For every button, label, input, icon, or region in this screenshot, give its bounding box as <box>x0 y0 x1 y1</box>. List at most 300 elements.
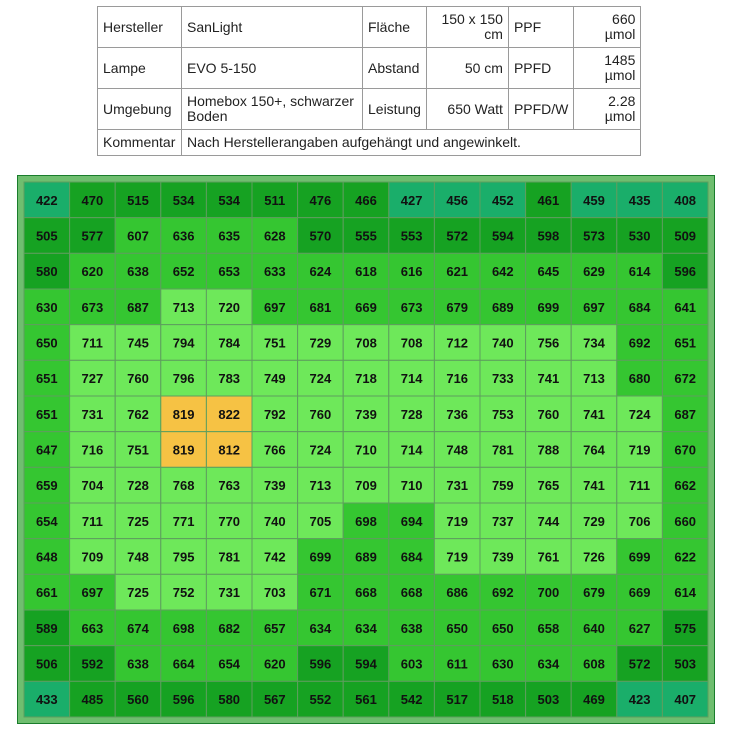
heatmap-cell <box>617 325 663 361</box>
heatmap-cell-value: 638 <box>127 264 149 280</box>
heatmap-cell-value: 634 <box>537 656 560 672</box>
info-row <box>98 7 641 48</box>
heatmap-cell-value: 687 <box>674 406 697 422</box>
heatmap-cell-value: 741 <box>537 371 560 387</box>
heatmap-cell-value: 739 <box>355 406 377 422</box>
heatmap-svg <box>18 176 714 723</box>
heatmap-cell-value: 713 <box>172 299 195 315</box>
heatmap-cell <box>389 289 435 325</box>
heatmap-cell-value: 697 <box>263 299 286 315</box>
heatmap-cell-value: 650 <box>491 620 514 636</box>
heatmap-cell <box>571 610 617 646</box>
heatmap-cell-value: 689 <box>491 299 514 315</box>
heatmap-cell-value: 633 <box>263 264 286 280</box>
heatmap-cell-value: 671 <box>309 585 332 601</box>
heatmap-cell <box>70 646 116 682</box>
heatmap-cell <box>617 574 663 610</box>
heatmap-cell <box>662 253 708 289</box>
heatmap-cell <box>115 467 161 503</box>
heatmap-cell-value: 673 <box>400 299 423 315</box>
heatmap-cell <box>70 396 116 432</box>
heatmap-cell-value: 640 <box>583 620 605 636</box>
heatmap-cell <box>389 646 435 682</box>
heatmap-cell <box>161 182 207 218</box>
heatmap-cell-value: 651 <box>35 371 58 387</box>
heatmap-cell-value: 679 <box>583 585 605 601</box>
heatmap-cell <box>480 467 526 503</box>
heatmap-cell <box>70 325 116 361</box>
heatmap-cell-value: 638 <box>400 620 423 636</box>
heatmap-cell <box>571 325 617 361</box>
heatmap-cell <box>662 681 708 717</box>
heatmap-cell <box>480 432 526 468</box>
heatmap-cell-value: 608 <box>583 656 605 672</box>
heatmap-cell-value: 572 <box>628 656 651 672</box>
heatmap-cell-value: 636 <box>172 228 195 244</box>
heatmap-cell-value: 795 <box>172 549 195 565</box>
heatmap-cell <box>161 289 207 325</box>
heatmap-cell-value: 515 <box>127 192 149 208</box>
info-row-comment <box>98 130 641 156</box>
heatmap-cell-value: 763 <box>218 478 241 494</box>
heatmap-cell-value: 699 <box>628 549 651 565</box>
heatmap-cell-value: 748 <box>127 549 149 565</box>
heatmap-cell <box>434 289 480 325</box>
heatmap-cell-value: 461 <box>537 192 560 208</box>
heatmap-cell <box>662 218 708 254</box>
heatmap-cell-value: 741 <box>583 478 605 494</box>
heatmap-cell <box>389 360 435 396</box>
heatmap-cell-value: 509 <box>674 228 697 244</box>
heatmap-cell <box>343 574 389 610</box>
heatmap-cell-value: 627 <box>628 620 651 636</box>
heatmap-cell <box>70 253 116 289</box>
heatmap-cell <box>343 218 389 254</box>
heatmap-cell-value: 642 <box>491 264 514 280</box>
heatmap-cell <box>389 325 435 361</box>
comment-text: Nach Herstellerangaben aufgehängt und angewinkelt. <box>182 130 641 156</box>
heatmap-cell <box>298 467 344 503</box>
heatmap-cell-value: 740 <box>491 335 514 351</box>
heatmap-cell-value: 575 <box>674 620 697 636</box>
heatmap-cell <box>526 646 572 682</box>
heatmap-cell-value: 692 <box>491 585 514 601</box>
heatmap-cell-value: 783 <box>218 371 241 387</box>
heatmap-cell-value: 624 <box>309 264 332 280</box>
heatmap-cell <box>389 539 435 575</box>
heatmap-cell-value: 822 <box>218 406 241 422</box>
heatmap-cell <box>480 218 526 254</box>
heatmap-cell-value: 657 <box>263 620 286 636</box>
heatmap-cell <box>480 360 526 396</box>
heatmap-cell <box>252 574 298 610</box>
heatmap-cell <box>526 432 572 468</box>
heatmap-cell-value: 781 <box>218 549 241 565</box>
heatmap-cell-value: 788 <box>537 442 560 458</box>
heatmap-cell <box>24 396 70 432</box>
info-cell-label: PPFD <box>508 48 573 89</box>
heatmap-cell-value: 753 <box>491 406 514 422</box>
info-cell-label: Leistung <box>363 89 427 130</box>
heatmap-cell-value: 714 <box>400 442 423 458</box>
heatmap-cell-value: 726 <box>583 549 605 565</box>
info-cell-value: Homebox 150+, schwarzer Boden <box>182 89 363 130</box>
heatmap-cell-value: 567 <box>263 692 286 708</box>
heatmap-cell-value: 706 <box>628 513 651 529</box>
heatmap-cell-value: 456 <box>446 192 469 208</box>
heatmap-cell <box>571 432 617 468</box>
heatmap-cell <box>389 218 435 254</box>
info-cell-value: SanLight <box>182 7 363 48</box>
heatmap-cell <box>617 396 663 432</box>
heatmap-cell-value: 710 <box>400 478 423 494</box>
heatmap-cell-value: 700 <box>537 585 560 601</box>
heatmap-cell-value: 407 <box>674 692 697 708</box>
heatmap-cell <box>480 646 526 682</box>
heatmap-cell <box>252 325 298 361</box>
heatmap-cell <box>161 218 207 254</box>
heatmap-cell-value: 697 <box>81 585 104 601</box>
heatmap-cell-value: 751 <box>263 335 286 351</box>
heatmap-cell <box>24 218 70 254</box>
heatmap-cell-value: 694 <box>400 513 423 529</box>
info-table <box>97 6 641 156</box>
heatmap-cell-value: 684 <box>400 549 423 565</box>
heatmap-cell <box>526 360 572 396</box>
heatmap-cell <box>571 182 617 218</box>
heatmap-cell-value: 703 <box>263 585 286 601</box>
heatmap-cell-value: 714 <box>400 371 423 387</box>
heatmap-cell-value: 679 <box>446 299 469 315</box>
heatmap-cell-value: 794 <box>172 335 195 351</box>
heatmap-cell <box>115 432 161 468</box>
heatmap-cell <box>617 646 663 682</box>
heatmap-cell-value: 760 <box>127 371 149 387</box>
heatmap-cell-value: 711 <box>629 478 651 494</box>
heatmap-cell-value: 422 <box>35 192 58 208</box>
heatmap-cell <box>24 646 70 682</box>
heatmap-cell <box>206 574 252 610</box>
heatmap-cell-value: 680 <box>628 371 651 387</box>
heatmap-cell <box>480 610 526 646</box>
heatmap-cell-value: 476 <box>309 192 332 208</box>
heatmap-cell-value: 756 <box>537 335 560 351</box>
heatmap-cell <box>480 253 526 289</box>
heatmap-cell-value: 781 <box>491 442 514 458</box>
heatmap-cell-value: 740 <box>263 513 286 529</box>
heatmap-cell <box>298 396 344 432</box>
heatmap-cell <box>662 503 708 539</box>
heatmap-cell <box>343 646 389 682</box>
info-cell-value: 1485 µmol <box>574 48 641 89</box>
heatmap-cell <box>617 503 663 539</box>
heatmap-cell-value: 503 <box>537 692 560 708</box>
heatmap-cell <box>252 253 298 289</box>
heatmap-cell-value: 634 <box>309 620 332 636</box>
heatmap-cell-value: 725 <box>127 585 149 601</box>
info-cell-label: PPF <box>508 7 573 48</box>
comment-label: Kommentar <box>98 130 182 156</box>
heatmap-cell <box>206 325 252 361</box>
heatmap-cell-value: 711 <box>81 335 103 351</box>
heatmap-cell <box>70 432 116 468</box>
heatmap-cell <box>298 503 344 539</box>
heatmap-cell-value: 712 <box>446 335 469 351</box>
info-cell-value: 660 µmol <box>574 7 641 48</box>
heatmap-cell <box>298 182 344 218</box>
heatmap-cell <box>298 253 344 289</box>
heatmap-cell-value: 408 <box>674 192 697 208</box>
heatmap-cell <box>206 467 252 503</box>
heatmap-cell-value: 573 <box>583 228 605 244</box>
heatmap-cell-value: 812 <box>218 442 241 458</box>
heatmap-cell-value: 745 <box>127 335 149 351</box>
info-cell-label: Hersteller <box>98 7 182 48</box>
heatmap-cell <box>115 218 161 254</box>
heatmap-cell-value: 596 <box>172 692 195 708</box>
heatmap-cell <box>389 432 435 468</box>
heatmap-cell <box>662 432 708 468</box>
heatmap-cell-value: 577 <box>81 228 104 244</box>
heatmap-cell-value: 709 <box>355 478 377 494</box>
heatmap-cell-value: 530 <box>628 228 651 244</box>
heatmap-cell-value: 634 <box>355 620 377 636</box>
heatmap-cell-value: 628 <box>263 228 286 244</box>
heatmap-cell <box>617 681 663 717</box>
heatmap-cell <box>115 646 161 682</box>
heatmap-cell <box>434 396 480 432</box>
heatmap-cell <box>24 253 70 289</box>
heatmap-cell <box>298 289 344 325</box>
heatmap-cell-value: 511 <box>264 192 286 208</box>
heatmap-cell <box>24 325 70 361</box>
heatmap-cell-value: 682 <box>218 620 241 636</box>
heatmap-cell-value: 764 <box>583 442 605 458</box>
heatmap-cell <box>252 610 298 646</box>
heatmap-cell-value: 648 <box>35 549 58 565</box>
heatmap-cell-value: 713 <box>309 478 332 494</box>
heatmap-cell <box>252 289 298 325</box>
heatmap-cell <box>617 467 663 503</box>
heatmap-cell <box>115 289 161 325</box>
heatmap-cell <box>662 610 708 646</box>
heatmap-cell-value: 729 <box>309 335 332 351</box>
heatmap-cell <box>298 681 344 717</box>
heatmap-cell <box>24 574 70 610</box>
heatmap-cell-value: 651 <box>674 335 697 351</box>
heatmap-cell <box>617 218 663 254</box>
heatmap-cell <box>434 610 480 646</box>
heatmap-cell-value: 622 <box>674 549 697 565</box>
heatmap-cell <box>161 610 207 646</box>
heatmap-cell <box>206 681 252 717</box>
heatmap-cell-value: 650 <box>446 620 469 636</box>
heatmap-cell <box>526 396 572 432</box>
heatmap-cell <box>343 325 389 361</box>
heatmap-cell-value: 748 <box>446 442 469 458</box>
heatmap-cell <box>480 539 526 575</box>
info-cell-value: 650 Watt <box>426 89 508 130</box>
heatmap-cell <box>298 610 344 646</box>
heatmap-cell-value: 742 <box>263 549 286 565</box>
heatmap-cell <box>526 182 572 218</box>
heatmap-cell <box>115 253 161 289</box>
heatmap-cell <box>24 432 70 468</box>
heatmap-cell <box>343 289 389 325</box>
heatmap-cell <box>617 432 663 468</box>
heatmap-cell-value: 684 <box>628 299 651 315</box>
heatmap-cell <box>571 503 617 539</box>
heatmap-cell <box>115 503 161 539</box>
info-cell-value: EVO 5-150 <box>182 48 363 89</box>
heatmap-cell-value: 719 <box>628 442 651 458</box>
heatmap-cell <box>298 360 344 396</box>
heatmap-cell-value: 589 <box>35 620 58 636</box>
heatmap-cell <box>252 467 298 503</box>
heatmap-cell-value: 728 <box>400 406 423 422</box>
heatmap-cell-value: 616 <box>400 264 423 280</box>
heatmap-cell-value: 762 <box>127 406 149 422</box>
heatmap-cell-value: 663 <box>81 620 104 636</box>
heatmap-cell <box>252 432 298 468</box>
heatmap-cell-value: 645 <box>537 264 560 280</box>
heatmap-cell <box>434 253 480 289</box>
heatmap-cell <box>526 289 572 325</box>
heatmap-cell <box>252 681 298 717</box>
heatmap-cell-value: 770 <box>218 513 241 529</box>
heatmap-cell-value: 505 <box>35 228 58 244</box>
heatmap-cell-value: 724 <box>628 406 651 422</box>
heatmap-cell-value: 596 <box>309 656 332 672</box>
heatmap-cell-value: 664 <box>172 656 195 672</box>
heatmap-cell <box>115 396 161 432</box>
heatmap-cell-value: 653 <box>218 264 241 280</box>
heatmap-cell-value: 718 <box>355 371 377 387</box>
heatmap-cell-value: 542 <box>400 692 423 708</box>
heatmap-cell <box>115 182 161 218</box>
heatmap-cell-value: 534 <box>218 192 241 208</box>
heatmap-cell-value: 470 <box>81 192 104 208</box>
heatmap-cell <box>115 574 161 610</box>
heatmap-cell-value: 506 <box>35 656 58 672</box>
heatmap-cell-value: 713 <box>583 371 605 387</box>
heatmap-cell <box>434 360 480 396</box>
heatmap-cell-value: 534 <box>172 192 195 208</box>
heatmap-cell <box>252 503 298 539</box>
heatmap-cell <box>206 396 252 432</box>
heatmap-cell <box>617 539 663 575</box>
heatmap-cell <box>617 253 663 289</box>
heatmap-cell <box>571 396 617 432</box>
heatmap-cell-value: 466 <box>355 192 377 208</box>
heatmap-cell-value: 517 <box>446 692 469 708</box>
heatmap-cell <box>252 396 298 432</box>
info-cell-label: Umgebung <box>98 89 182 130</box>
heatmap-cell <box>70 539 116 575</box>
heatmap-cell <box>343 182 389 218</box>
heatmap-cell-value: 720 <box>218 299 241 315</box>
heatmap-cell-value: 594 <box>491 228 514 244</box>
heatmap-cell-value: 687 <box>127 299 149 315</box>
heatmap-cell-value: 731 <box>218 585 241 601</box>
heatmap-cell-value: 819 <box>172 442 195 458</box>
heatmap-cell-value: 630 <box>35 299 58 315</box>
heatmap-cell <box>662 467 708 503</box>
heatmap-cell <box>662 182 708 218</box>
heatmap-cell <box>252 218 298 254</box>
heatmap-cell <box>526 325 572 361</box>
heatmap-cell-value: 751 <box>127 442 149 458</box>
heatmap-cell-value: 710 <box>355 442 377 458</box>
heatmap-cell-value: 686 <box>446 585 469 601</box>
heatmap-cell <box>526 610 572 646</box>
heatmap-cell <box>206 289 252 325</box>
heatmap-cell-value: 603 <box>400 656 423 672</box>
heatmap-cell-value: 708 <box>355 335 377 351</box>
heatmap-cell-value: 719 <box>446 513 469 529</box>
heatmap-cell <box>480 574 526 610</box>
heatmap-cell-value: 647 <box>35 442 58 458</box>
heatmap-cell <box>298 325 344 361</box>
heatmap-cell-value: 761 <box>537 549 560 565</box>
heatmap-cell <box>434 467 480 503</box>
heatmap-cell <box>161 432 207 468</box>
heatmap-cell-value: 555 <box>355 228 377 244</box>
heatmap-cell-value: 771 <box>172 513 195 529</box>
heatmap-cell <box>206 503 252 539</box>
heatmap-cell <box>662 539 708 575</box>
heatmap-cell <box>24 681 70 717</box>
heatmap-cell <box>526 218 572 254</box>
heatmap-cell <box>115 325 161 361</box>
heatmap-cell-value: 728 <box>127 478 149 494</box>
heatmap-cell <box>343 681 389 717</box>
heatmap-cell <box>434 325 480 361</box>
heatmap-cell-value: 580 <box>35 264 58 280</box>
heatmap-cell-value: 650 <box>35 335 58 351</box>
heatmap-cell <box>206 646 252 682</box>
heatmap-cell <box>70 503 116 539</box>
heatmap-cell-value: 652 <box>172 264 195 280</box>
heatmap-cell-value: 692 <box>628 335 651 351</box>
heatmap-cell-value: 741 <box>583 406 605 422</box>
heatmap-cell-value: 768 <box>172 478 195 494</box>
heatmap-cell <box>617 610 663 646</box>
heatmap-cell <box>206 182 252 218</box>
heatmap-cell-value: 698 <box>172 620 195 636</box>
heatmap-cell-value: 654 <box>35 513 58 529</box>
heatmap-cell-value: 659 <box>35 478 58 494</box>
heatmap-cell <box>571 681 617 717</box>
heatmap-cell <box>662 325 708 361</box>
heatmap-cell-value: 708 <box>400 335 423 351</box>
heatmap-cell-value: 635 <box>218 228 241 244</box>
heatmap-cell-value: 709 <box>81 549 104 565</box>
heatmap-cell-value: 570 <box>309 228 332 244</box>
heatmap-cell <box>526 681 572 717</box>
heatmap-cell <box>480 681 526 717</box>
heatmap-cell-value: 469 <box>583 692 605 708</box>
heatmap-cell-value: 485 <box>81 692 104 708</box>
heatmap-cell-value: 727 <box>81 371 104 387</box>
heatmap-cell-value: 669 <box>628 585 651 601</box>
heatmap-cell-value: 731 <box>81 406 104 422</box>
heatmap-cell <box>526 503 572 539</box>
heatmap-cell-value: 668 <box>400 585 423 601</box>
heatmap-cell-value: 518 <box>491 692 514 708</box>
heatmap-cell <box>617 182 663 218</box>
heatmap-cell <box>526 467 572 503</box>
